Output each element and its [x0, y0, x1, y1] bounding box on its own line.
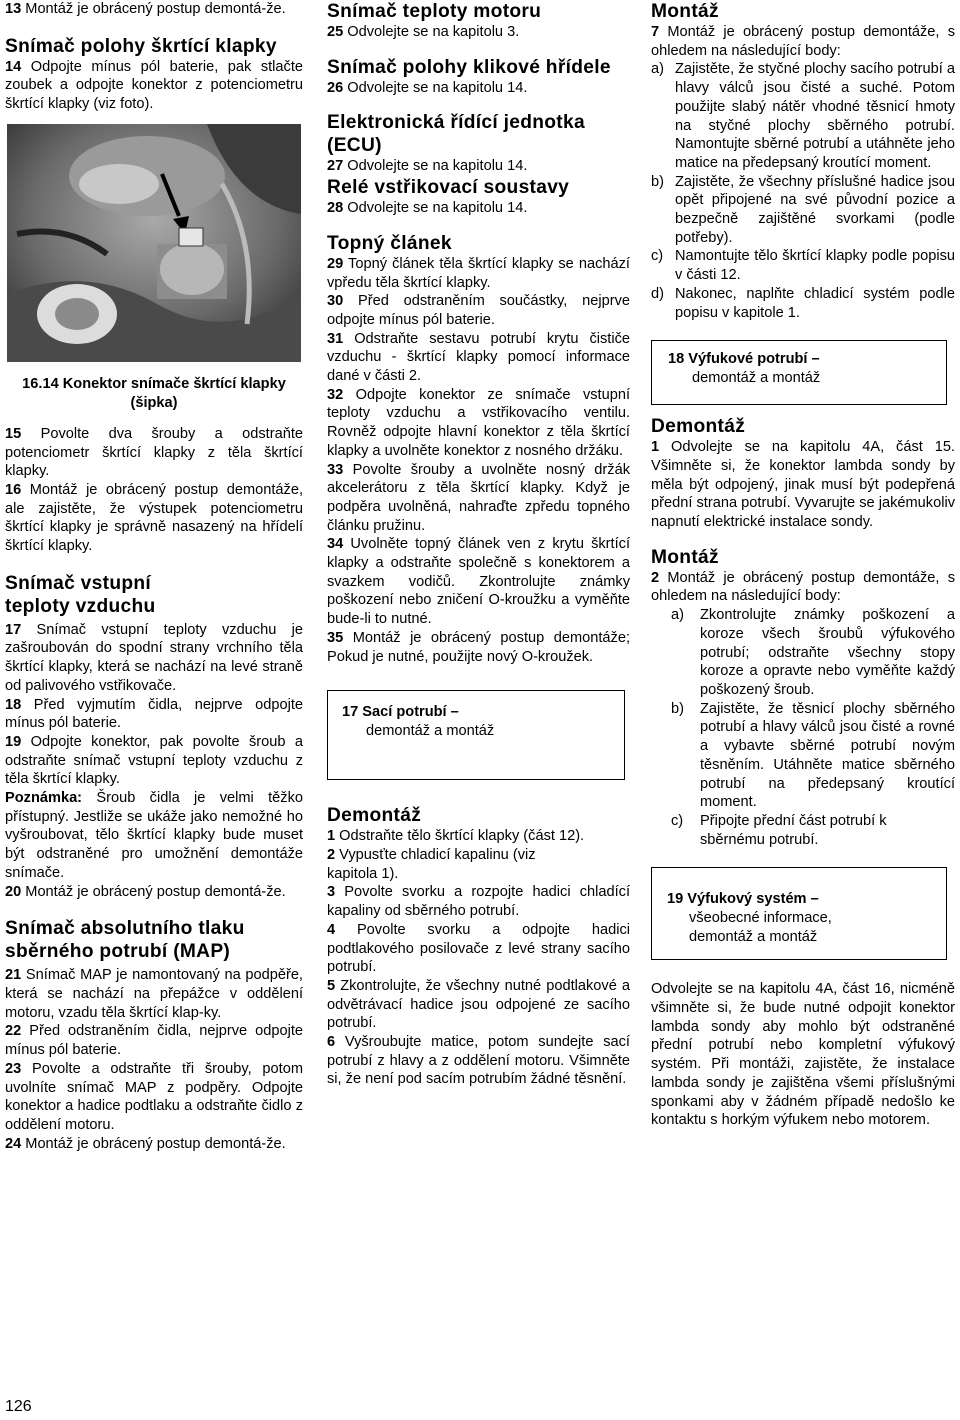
- heading-installation: Montáž: [651, 1, 719, 22]
- engine-photo: [7, 124, 301, 362]
- section-box-18: [651, 340, 947, 405]
- engine-photo-illustration: [7, 124, 301, 362]
- paragraph-20: 20 Montáž je obrácený postup demontá-že.: [5, 883, 286, 900]
- section-box-19-subtitle-1: všeobecné informace,: [689, 910, 832, 927]
- column-2: [327, 0, 630, 1089]
- page-number: 126: [5, 1398, 32, 1415]
- list-item: c) Namontujte tělo škrtící klapky podle popisu v části 12.: [651, 248, 955, 284]
- heading-installation-exhaust: Montáž: [651, 546, 719, 568]
- caption-line-2: (šipka): [130, 394, 178, 411]
- caption-line-1: 16.14 Konektor snímače škrtící klapky: [22, 375, 286, 392]
- paragraph-13: 13 Montáž je obrácený postup demontá-že.: [5, 1, 286, 17]
- installation-list-exhaust: [651, 606, 955, 849]
- paragraph-2: 2 Vypusťte chladicí kapalinu (viz kapitola 1).: [327, 846, 536, 882]
- heading-intake-air-temp-line-2: teploty vzduchu: [5, 595, 156, 617]
- heading-intake-air-temp-line-1: Snímač vstupní: [5, 572, 152, 594]
- heading-map-sensor-line-2: sběrného potrubí (MAP): [5, 941, 231, 963]
- section-box-19: [651, 867, 947, 960]
- section-box-19-subtitle-2: demontáž a montáž: [689, 929, 818, 946]
- section-box-17-subtitle: demontáž a montáž: [366, 723, 495, 740]
- paragraph-26: 26 Odvolejte se na kapitolu 14.: [327, 79, 528, 96]
- paragraph-3: 3 Povolte svorku a rozpojte hadici chladící kapaliny od sběrného potrubí.: [327, 884, 630, 920]
- paragraph-6: 6 Vyšroubujte matice, potom sundejte sací potrubí z hlavy a z oddělení motoru. Všimněte si, že není pod sacím potrubím žádné těsnění.: [327, 1034, 630, 1088]
- list-item: c) Připojte přední část potrubí k sběrnému potrubí.: [671, 812, 887, 848]
- paragraph-32: 32 Odpojte konektor ze snímače vstupní teploty vzduchu a vstřikovacího ventilu. Rovněž odpojte hlavní konektor z těla škrtící klapky a uvolněte konektor z nosného držáku.: [327, 386, 630, 459]
- section-box-18-subtitle: demontáž a montáž: [692, 370, 821, 387]
- paragraph-29: 29 Topný článek těla škrtící klapky se nachází vpředu těla škrtící klapky.: [327, 255, 630, 291]
- paragraph-28: 28 Odvolejte se na kapitolu 14.: [327, 200, 528, 217]
- paragraph-7: 7 Montáž je obrácený postup demontáže, s ohledem na následující body:: [651, 24, 955, 59]
- paragraph-19: 19 Odpojte konektor, pak povolte šroub a odstraňte snímač vstupní teploty vzduchu z těla škrtící klapky.: [5, 733, 303, 788]
- paragraph-18: 18 Před vyjmutím čidla, nejprve odpojte mínus pól baterie.: [5, 696, 303, 732]
- paragraph-24: 24 Montáž je obrácený postup demontá-že.: [5, 1135, 286, 1152]
- paragraph-25: 25 Odvolejte se na kapitolu 3.: [327, 24, 520, 40]
- list-item: d) Nakonec, naplňte chladicí systém podle popisu v kapitole 1.: [651, 285, 955, 321]
- list-item: b) Zajistěte, že všechny příslušné hadice jsou opět připojené na své původní pozice a bezpečně zajištěné svorkami (podle potřeby).: [651, 173, 955, 246]
- heading-ecu: [327, 111, 630, 157]
- paragraph-16: 16 Montáž je obrácený postup demontáže, ale zajistěte, že výstupek potenciometru škrtící klapky je správně nasazený na hřídelí škrtící klapky.: [5, 481, 303, 555]
- paragraph-15: 15 Povolte dva šrouby a odstraňte potenciometr škrtící klapky z těla škrtící klapky.: [5, 425, 303, 480]
- paragraph-35: 35 Montáž je obrácený postup demontáže; Pokud je nutné, použijte nový O-kroužek.: [327, 629, 630, 665]
- heading-heater-element: Topný článek: [327, 232, 452, 254]
- paragraph-14: 14 Odpojte mínus pól baterie, pak stlačte zoubek a odpojte konektor z potenciometru škrtící klapky (viz foto).: [5, 58, 303, 113]
- paragraph-1-exhaust: 1 Odvolejte se na kapitolu 4A, část 15. Všimněte si, že konektor lambda sondy by měla být odpojený, jinak musí být podepřená přední strana potrubí. Vyvarujte se jakémukoliv napnutí elektrické instalace sondy.: [651, 439, 955, 531]
- heading-removal: Demontáž: [327, 805, 422, 827]
- heading-intake-air-temp: [5, 572, 303, 618]
- heading-map-sensor-line-1: Snímač absolutního tlaku: [5, 918, 245, 940]
- section-box-19-title: 19 Výfukový systém –: [667, 891, 819, 908]
- heading-injection-relay: Relé vstřikovací soustavy: [327, 177, 570, 199]
- heading-ecu-line-2: (ECU): [327, 135, 382, 157]
- paragraph-4: 4 Povolte svorku a odpojte hadici podtlakového posilovače z levé strany sacího potrubí.: [327, 921, 630, 976]
- paragraph-23: 23 Povolte a odstraňte tři šrouby, potom uvolníte snímač MAP z podpěry. Odpojte konektor a hadice podtlaku a odstraňte čidlo z oddělení motoru.: [5, 1060, 303, 1133]
- column-1: [5, 0, 303, 1153]
- column-3: [651, 0, 955, 1130]
- heading-throttle-position-sensor: Snímač polohy škrtící klapky: [5, 35, 277, 57]
- list-item: a) Zkontrolujte známky poškození a koroze všech šroubů výfukového potrubí; odstraňte všechny stopy koroze a opravte nebo vyměňte každý poškozený šroub.: [671, 607, 955, 698]
- list-item: a) Zajistěte, že styčné plochy sacího potrubí a hlavy válců jsou čisté a suché. Potom použijte slabý nátěr vhodné těsnicí hmoty na styčné plochy sběrného potrubí. Namontujte sběrné potrubí a utáhněte jeho matice na předepsaný kroutící moment.: [651, 61, 955, 171]
- paragraph-2-exhaust: 2 Montáž je obrácený postup demontáže, s ohledem na následující body:: [651, 569, 955, 605]
- photo-caption: [5, 375, 303, 413]
- section-box-17: [327, 690, 625, 780]
- note-label: Poznámka:: [5, 790, 83, 807]
- paragraph-33: 33 Povolte šrouby a uvolněte nosný držák akcelerátoru z těla škrtící klapky. Když je podpěra uvolněná, nahraďte zpředu topného článku pružinu.: [327, 461, 630, 534]
- note: Poznámka: Šroub čidla je velmi těžko přístupný. Jestliže se ukáže jako nemožné ho vyšroubovat, tělo škrtící klapky bude muset být odstraněné pro umožnění demontáže snímače.: [5, 790, 303, 881]
- section-box-17-title: 17 Sací potrubí –: [342, 704, 459, 721]
- section-box-18-title: 18 Výfukové potrubí –: [668, 351, 820, 368]
- paragraph-27: 27 Odvolejte se na kapitolu 14.: [327, 158, 528, 175]
- installation-list: [651, 60, 955, 322]
- heading-engine-temp-sensor: Snímač teploty motoru: [327, 1, 542, 22]
- paragraph-30: 30 Před odstraněním součástky, nejprve odpojte mínus pól baterie.: [327, 293, 630, 328]
- paragraph-17: 17 Snímač vstupní teploty vzduchu je zašroubován do spodní strany vrchního těla škrtící klapky, která se nachází na levé straně od palivového vstřikovače.: [5, 621, 303, 694]
- heading-removal-exhaust: Demontáž: [651, 416, 746, 438]
- heading-ecu-line-1: Elektronická řídící jednotka: [327, 112, 585, 134]
- paragraph-34: 34 Uvolněte topný článek ven z krytu škrtící klapky a odstraňte společně s konektorem a svazkem vodičů. Zkontrolujte známky poškození nebo zničení O-kroužku a vyměňte bude-li to nutné.: [327, 536, 630, 628]
- heading-map-sensor: [5, 917, 303, 963]
- paragraph-1: 1 Odstraňte tělo škrtící klapky (část 12).: [327, 828, 585, 845]
- heading-crankshaft-sensor: Snímač polohy klikové hřídele: [327, 56, 611, 78]
- paragraph-22: 22 Před odstraněním čidla, nejprve odpojte mínus pól baterie.: [5, 1023, 303, 1059]
- paragraph-exhaust-info: Odvolejte se na kapitolu 4A, část 16, nicméně všimněte si, že bude nutné odpojit konektor lambda sondy aby mohlo být odstraněné přední potrubí nebo kompletní výfukový systém. Při montáži, zajistěte, že instalace lambda sondy je zajištěna všemi příslušnými sponkami aby v žádném případě nedošlo ke kontaktu s horkým výfukem nebo motorem.: [651, 981, 955, 1129]
- paragraph-31: 31 Odstraňte sestavu potrubí krytu čističe vzduchu - škrtící klapky pomocí informace dané v části 2.: [327, 330, 630, 385]
- list-item: b) Zajistěte, že těsnicí plochy sběrného potrubí a hlavy válců jsou čisté a rovné a vybavte sběrné potrubí novým těsněním. Utáhněte matice sběrného potrubí na předepsaný kroutící moment.: [671, 700, 955, 811]
- paragraph-5: 5 Zkontrolujte, že všechny nutné podtlakové a odvětrávací hadice jsou odpojené ze sacího potrubí.: [327, 977, 630, 1032]
- paragraph-21: 21 Snímač MAP je namontovaný na podpěře, která se nachází na přepážce v oddělení motoru, vzadu těla škrtící klap-ky.: [5, 967, 303, 1021]
